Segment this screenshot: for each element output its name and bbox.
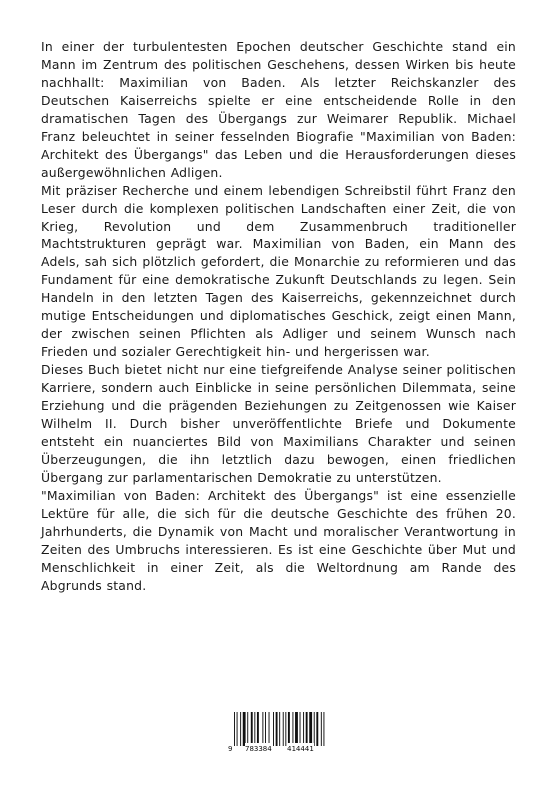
barcode-bar [247, 712, 248, 746]
barcode-bar [254, 712, 255, 746]
barcode-digit-first: 9 [228, 744, 233, 753]
barcode-bar [314, 712, 315, 746]
barcode-bar [251, 712, 253, 746]
barcode-bar [269, 712, 270, 746]
isbn-barcode [228, 710, 330, 755]
barcode-bar [288, 712, 290, 746]
barcode-bar [243, 712, 246, 746]
barcode-digits-right: 414441 [287, 744, 314, 753]
barcode-bar [300, 712, 301, 746]
barcode-bar [303, 712, 304, 746]
barcode-bar [316, 712, 318, 746]
barcode-bar [323, 712, 324, 746]
blurb-text [41, 38, 516, 595]
barcode-bar [237, 712, 238, 746]
blurb-paragraph-3: Dieses Buch bietet nicht nur eine tiefgreifende Analyse seiner politischen Karriere, sondern auch Einblicke in seine persönlichen Dilemmata, seine Erziehung und die prägenden Beziehungen zu Zeitgenossen wie Kaiser Wilhelm II. Durch bisher unveröffentlichte Briefe und Dokumente entsteht ein nuanciertes Bild von Maximilians Charakter und seinen Überzeugungen, die ihn letztlich dazu bewogen, einen friedlichen Übergang zur parlamentarischen Demokratie zu unterstützen. [41, 362, 516, 485]
barcode-digits [228, 743, 330, 755]
barcode-bar [257, 712, 259, 746]
blurb-paragraph-4: "Maximilian von Baden: Architekt des Übergangs" ist eine essenzielle Lektüre für alle, die sich für die deutsche Geschichte des frühen 20. Jahrhunderts, die Dynamik von Macht und moralischer Verantwortung in Zeiten des Umbruchs interessieren. Es ist eine Geschichte über Mut und Menschlichkeit in einer Zeit, als die Weltordnung am Rande des Abgrunds stand. [41, 487, 516, 593]
barcode-bar [265, 712, 266, 746]
barcode-bar [240, 712, 241, 746]
barcode-bar [285, 712, 286, 746]
barcode-bar [292, 712, 293, 746]
barcode-bar [295, 712, 298, 746]
barcode-bar [234, 712, 235, 746]
barcode-bar [321, 712, 322, 746]
barcode-digits-left: 783384 [245, 744, 272, 753]
barcode-bar [306, 712, 308, 746]
blurb-paragraph-1: In einer der turbulentesten Epochen deutscher Geschichte stand ein Mann im Zentrum des politischen Geschehens, dessen Wirken bis heute nachhallt: Maximilian von Baden. Als letzter Reichskanzler des Deutschen Kaiserreichs spielte er eine entscheidende Rolle in den dramatischen Tagen des Übergangs zur Weimarer Republik. Michael Franz beleuchtet in seiner fesselnden Biografie "Maximilian von Baden: Architekt des Übergangs" das Leben und die Herausforderungen dieses außergewöhnlichen Adligen. [41, 39, 516, 180]
barcode-bar [309, 712, 312, 746]
barcode-bar [276, 712, 278, 746]
barcode-bar [283, 712, 284, 746]
barcode-bar [279, 712, 280, 746]
blurb-paragraph-2: Mit präziser Recherche und einem lebendigen Schreibstil führt Franz den Leser durch die komplexen politischen Landschaften einer Zeit, die von Krieg, Revolution und dem Zusammenbruch traditioneller Machtstrukturen geprägt war. Maximilian von Baden, ein Mann des Adels, sah sich plötzlich gefordert, die Monarchie zu reformieren und das Fundament für eine demokratische Zukunft Deutschlands zu legen. Sein Handeln in den letzten Tagen des Kaiserreichs, gekennzeichnet durch mutige Entscheidungen und diplomatisches Geschick, zeigt einen Mann, der zwischen seinen Pflichten als Adliger und seinem Wunsch nach Frieden und sozialer Gerechtigkeit hin- und hergerissen war. [41, 182, 516, 360]
barcode-bar [262, 712, 263, 746]
barcode-bar [273, 712, 274, 746]
